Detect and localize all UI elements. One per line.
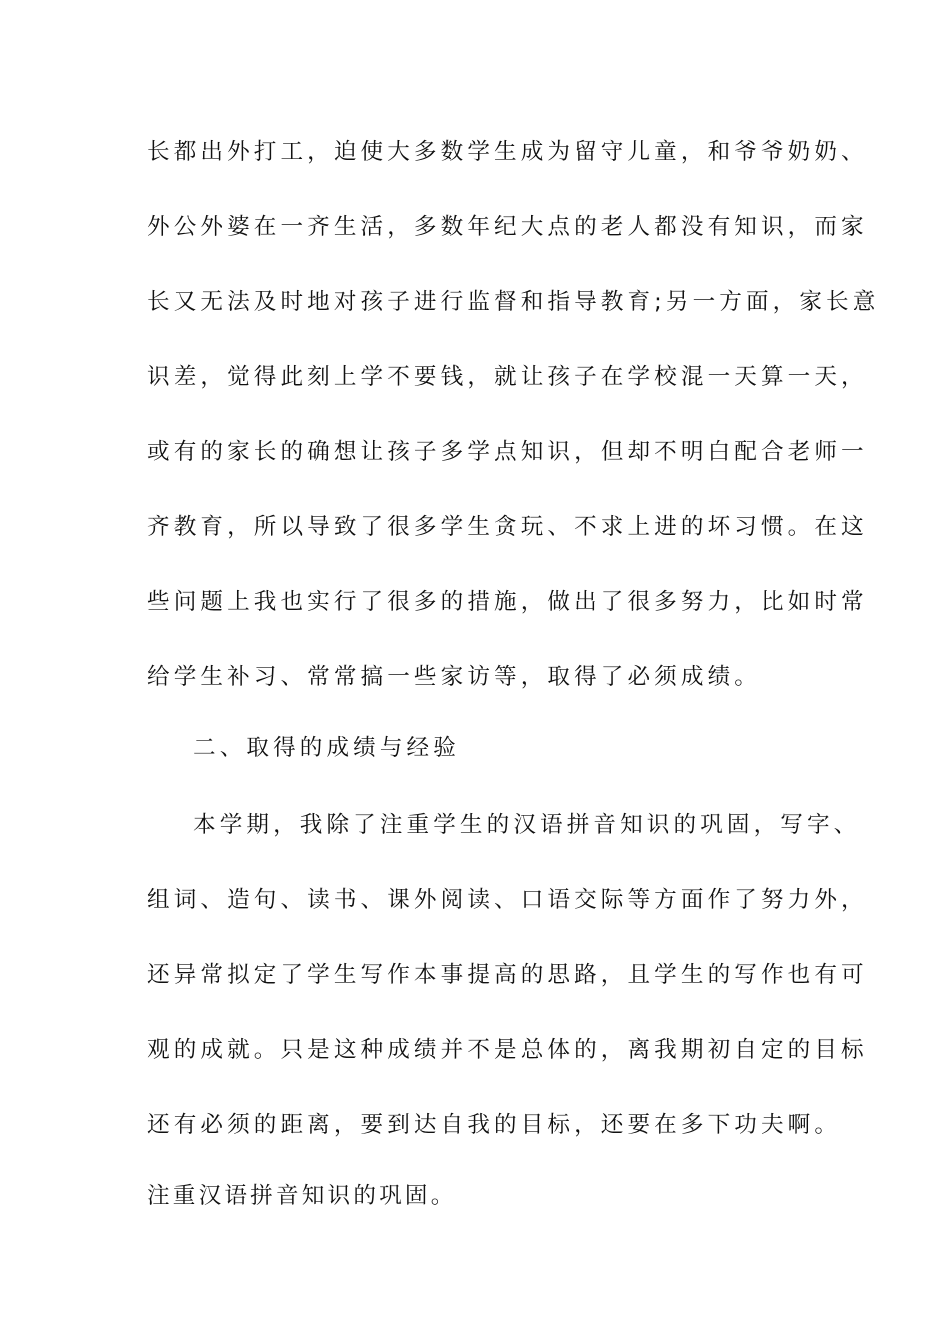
body-text-line: 外公外婆在一齐生活，多数年纪大点的老人都没有知识，而家 <box>147 214 868 240</box>
body-text-line: 观的成就。只是这种成绩并不是总体的，离我期初自定的目标 <box>147 1037 868 1063</box>
body-text-line: 还异常拟定了学生写作本事提高的思路，且学生的写作也有可 <box>147 962 868 988</box>
body-text-line: 组词、造句、读书、课外阅读、口语交际等方面作了努力外， <box>147 887 868 913</box>
body-text-line: 些问题上我也实行了很多的措施，做出了很多努力，比如时常 <box>147 589 868 615</box>
body-text-line: 或有的家长的确想让孩子多学点知识，但却不明白配合老师一 <box>147 439 868 465</box>
body-text-line: 给学生补习、常常搞一些家访等，取得了必须成绩。 <box>147 664 761 690</box>
body-text-line: 注重汉语拼音知识的巩固。 <box>147 1183 457 1209</box>
body-text-line: 识差，觉得此刻上学不要钱，就让孩子在学校混一天算一天， <box>147 364 868 390</box>
body-text-line: 齐教育，所以导致了很多学生贪玩、不求上进的坏习惯。在这 <box>147 514 868 540</box>
body-text-line: 还有必须的距离，要到达自我的目标，还要在多下功夫啊。 <box>147 1112 842 1138</box>
body-text-line: 长又无法及时地对孩子进行监督和指导教育;另一方面，家长意 <box>147 289 880 315</box>
body-text-line: 长都出外打工，迫使大多数学生成为留守儿童，和爷爷奶奶、 <box>147 139 868 165</box>
section-heading: 二、取得的成绩与经验 <box>193 735 460 761</box>
paragraph-first-line: 本学期，我除了注重学生的汉语拼音知识的巩固，写字、 <box>193 812 861 838</box>
